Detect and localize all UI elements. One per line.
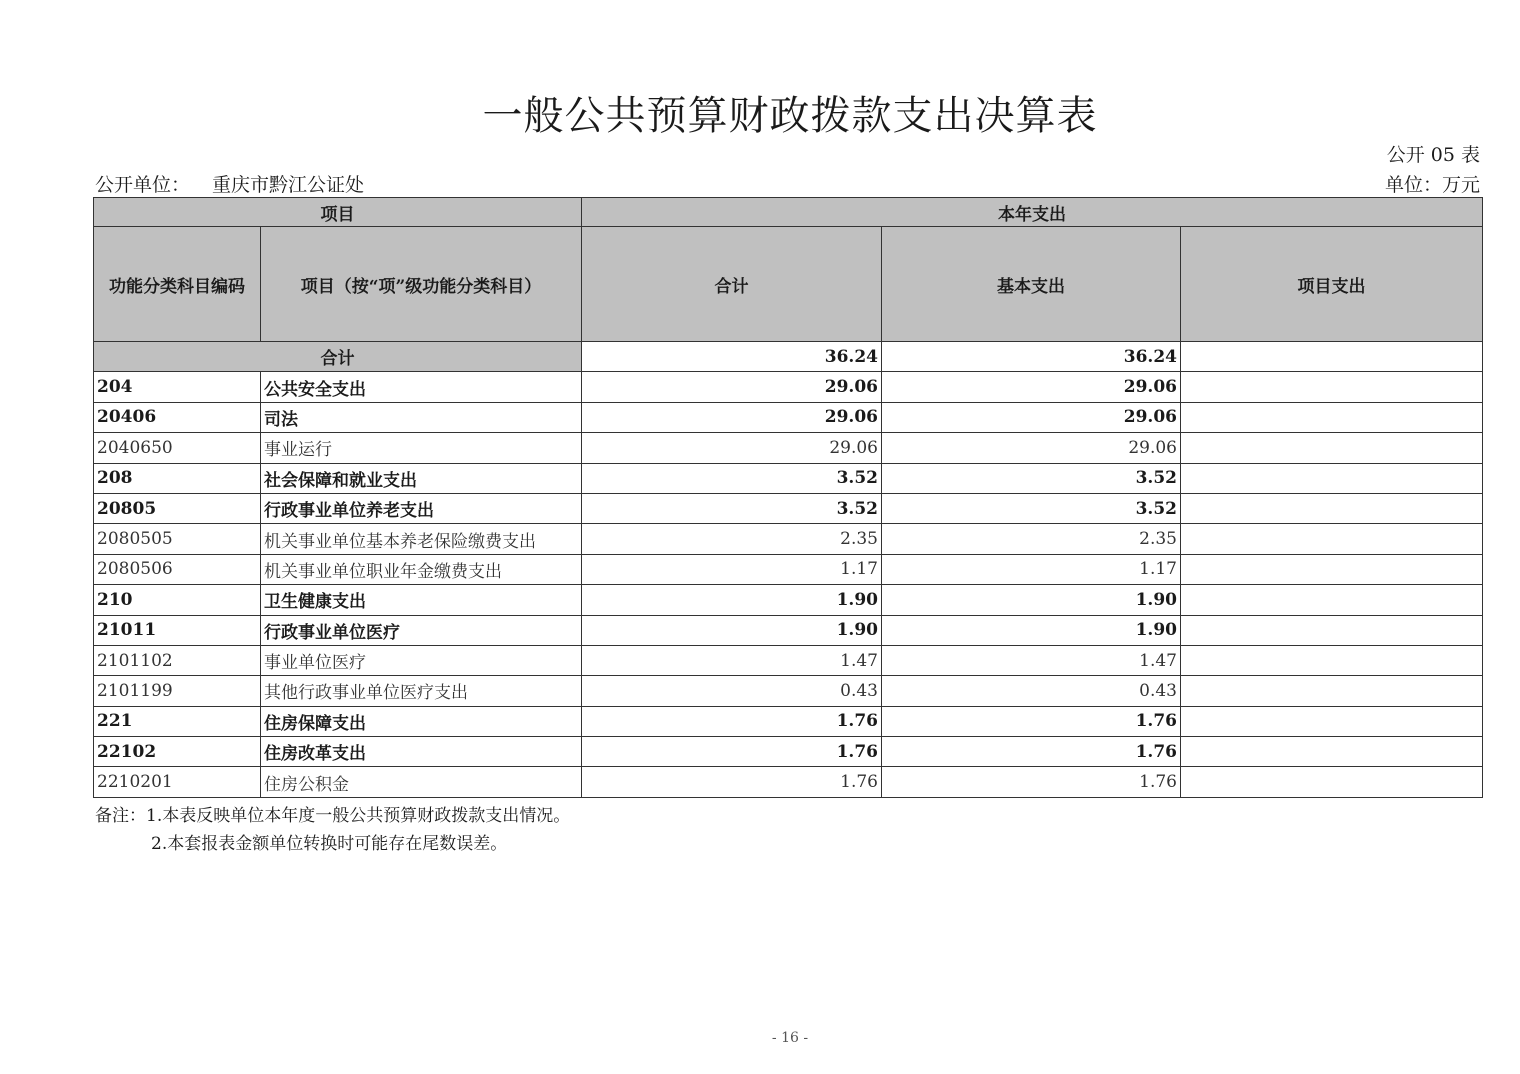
row-total: 1.76 — [582, 706, 882, 736]
table-row — [94, 767, 1483, 797]
row-basic: 1.90 — [882, 585, 1181, 615]
header-current-year: 本年支出 — [582, 198, 1483, 227]
row-code: 2210201 — [94, 767, 261, 797]
row-item — [1181, 585, 1483, 615]
row-item — [1181, 463, 1483, 493]
row-total: 2.35 — [582, 524, 882, 554]
table-row — [94, 706, 1483, 736]
row-name: 其他行政事业单位医疗支出 — [261, 676, 582, 706]
table-row — [94, 524, 1483, 554]
row-code: 2080505 — [94, 524, 261, 554]
row-total: 1.90 — [582, 585, 882, 615]
unit-label: 单位：万元 — [1384, 174, 1480, 196]
row-item — [1181, 372, 1483, 402]
row-name: 事业运行 — [261, 433, 582, 463]
row-code: 221 — [94, 706, 261, 736]
row-name: 公共安全支出 — [261, 372, 582, 402]
row-code: 208 — [94, 463, 261, 493]
total-label: 合计 — [94, 342, 582, 372]
row-basic: 1.76 — [882, 767, 1181, 797]
row-basic: 0.43 — [882, 676, 1181, 706]
row-item — [1181, 737, 1483, 767]
row-total: 1.90 — [582, 615, 882, 645]
total-basic: 36.24 — [882, 342, 1181, 372]
note-line-2: 2.本套报表金额单位转换时可能存在尾数误差。 — [151, 834, 508, 854]
row-name: 机关事业单位基本养老保险缴费支出 — [261, 524, 582, 554]
organization-label: 公开单位： — [95, 174, 191, 196]
row-total: 29.06 — [582, 372, 882, 402]
header-project: 项目 — [94, 198, 582, 227]
table-row — [94, 402, 1483, 432]
row-basic: 29.06 — [882, 433, 1181, 463]
row-basic: 1.90 — [882, 615, 1181, 645]
row-item — [1181, 554, 1483, 584]
table-row — [94, 433, 1483, 463]
table-row — [94, 615, 1483, 645]
row-code: 2080506 — [94, 554, 261, 584]
row-item — [1181, 524, 1483, 554]
row-total: 1.76 — [582, 767, 882, 797]
header-item: 项目支出 — [1181, 227, 1483, 342]
row-code: 204 — [94, 372, 261, 402]
row-name: 司法 — [261, 402, 582, 432]
notes — [95, 802, 570, 858]
table-row — [94, 554, 1483, 584]
row-total: 29.06 — [582, 402, 882, 432]
row-item — [1181, 767, 1483, 797]
row-item — [1181, 615, 1483, 645]
row-name: 住房公积金 — [261, 767, 582, 797]
row-name: 事业单位医疗 — [261, 645, 582, 675]
row-basic: 29.06 — [882, 372, 1181, 402]
row-basic: 1.76 — [882, 737, 1181, 767]
row-code: 20406 — [94, 402, 261, 432]
row-code: 2101199 — [94, 676, 261, 706]
row-name: 卫生健康支出 — [261, 585, 582, 615]
header-basic: 基本支出 — [882, 227, 1181, 342]
row-total: 0.43 — [582, 676, 882, 706]
row-basic: 1.47 — [882, 645, 1181, 675]
row-total: 1.17 — [582, 554, 882, 584]
table-row — [94, 493, 1483, 523]
row-name: 行政事业单位医疗 — [261, 615, 582, 645]
table-row — [94, 372, 1483, 402]
row-name: 机关事业单位职业年金缴费支出 — [261, 554, 582, 584]
note-line-1: 备注：1.本表反映单位本年度一般公共预算财政拨款支出情况。 — [95, 806, 571, 826]
row-total: 29.06 — [582, 433, 882, 463]
row-basic: 2.35 — [882, 524, 1181, 554]
row-code: 2040650 — [94, 433, 261, 463]
row-item — [1181, 706, 1483, 736]
table-row — [94, 676, 1483, 706]
row-basic: 29.06 — [882, 402, 1181, 432]
row-total: 1.47 — [582, 645, 882, 675]
row-item — [1181, 676, 1483, 706]
row-item — [1181, 645, 1483, 675]
row-code: 22102 — [94, 737, 261, 767]
page-number: - 16 - — [771, 1030, 809, 1046]
table-row — [94, 463, 1483, 493]
row-total: 3.52 — [582, 493, 882, 523]
row-basic: 1.76 — [882, 706, 1181, 736]
expenditure-table — [93, 197, 1483, 798]
organization-name: 重庆市黔江公证处 — [212, 174, 365, 196]
table-row — [94, 585, 1483, 615]
row-code: 2101102 — [94, 645, 261, 675]
table-row — [94, 645, 1483, 675]
header-row-top — [94, 198, 1483, 227]
total-item — [1181, 342, 1483, 372]
header-name: 项目（按“项”级功能分类科目） — [261, 227, 582, 342]
row-item — [1181, 402, 1483, 432]
header-row-sub — [94, 227, 1483, 342]
table-row — [94, 737, 1483, 767]
row-code: 20805 — [94, 493, 261, 523]
row-total: 3.52 — [582, 463, 882, 493]
row-total: 1.76 — [582, 737, 882, 767]
row-basic: 3.52 — [882, 463, 1181, 493]
row-basic: 1.17 — [882, 554, 1181, 584]
row-code: 21011 — [94, 615, 261, 645]
row-basic: 3.52 — [882, 493, 1181, 523]
row-name: 行政事业单位养老支出 — [261, 493, 582, 523]
row-item — [1181, 433, 1483, 463]
total-row — [94, 342, 1483, 372]
row-item — [1181, 493, 1483, 523]
table-number: 公开 05 表 — [1386, 144, 1480, 166]
header-code: 功能分类科目编码 — [94, 227, 261, 342]
header-total: 合计 — [582, 227, 882, 342]
row-code: 210 — [94, 585, 261, 615]
total-amount: 36.24 — [582, 342, 882, 372]
row-name: 住房改革支出 — [261, 737, 582, 767]
page-title: 一般公共预算财政拨款支出决算表 — [482, 93, 1098, 139]
row-name: 住房保障支出 — [261, 706, 582, 736]
organization-line — [95, 170, 364, 197]
row-name: 社会保障和就业支出 — [261, 463, 582, 493]
